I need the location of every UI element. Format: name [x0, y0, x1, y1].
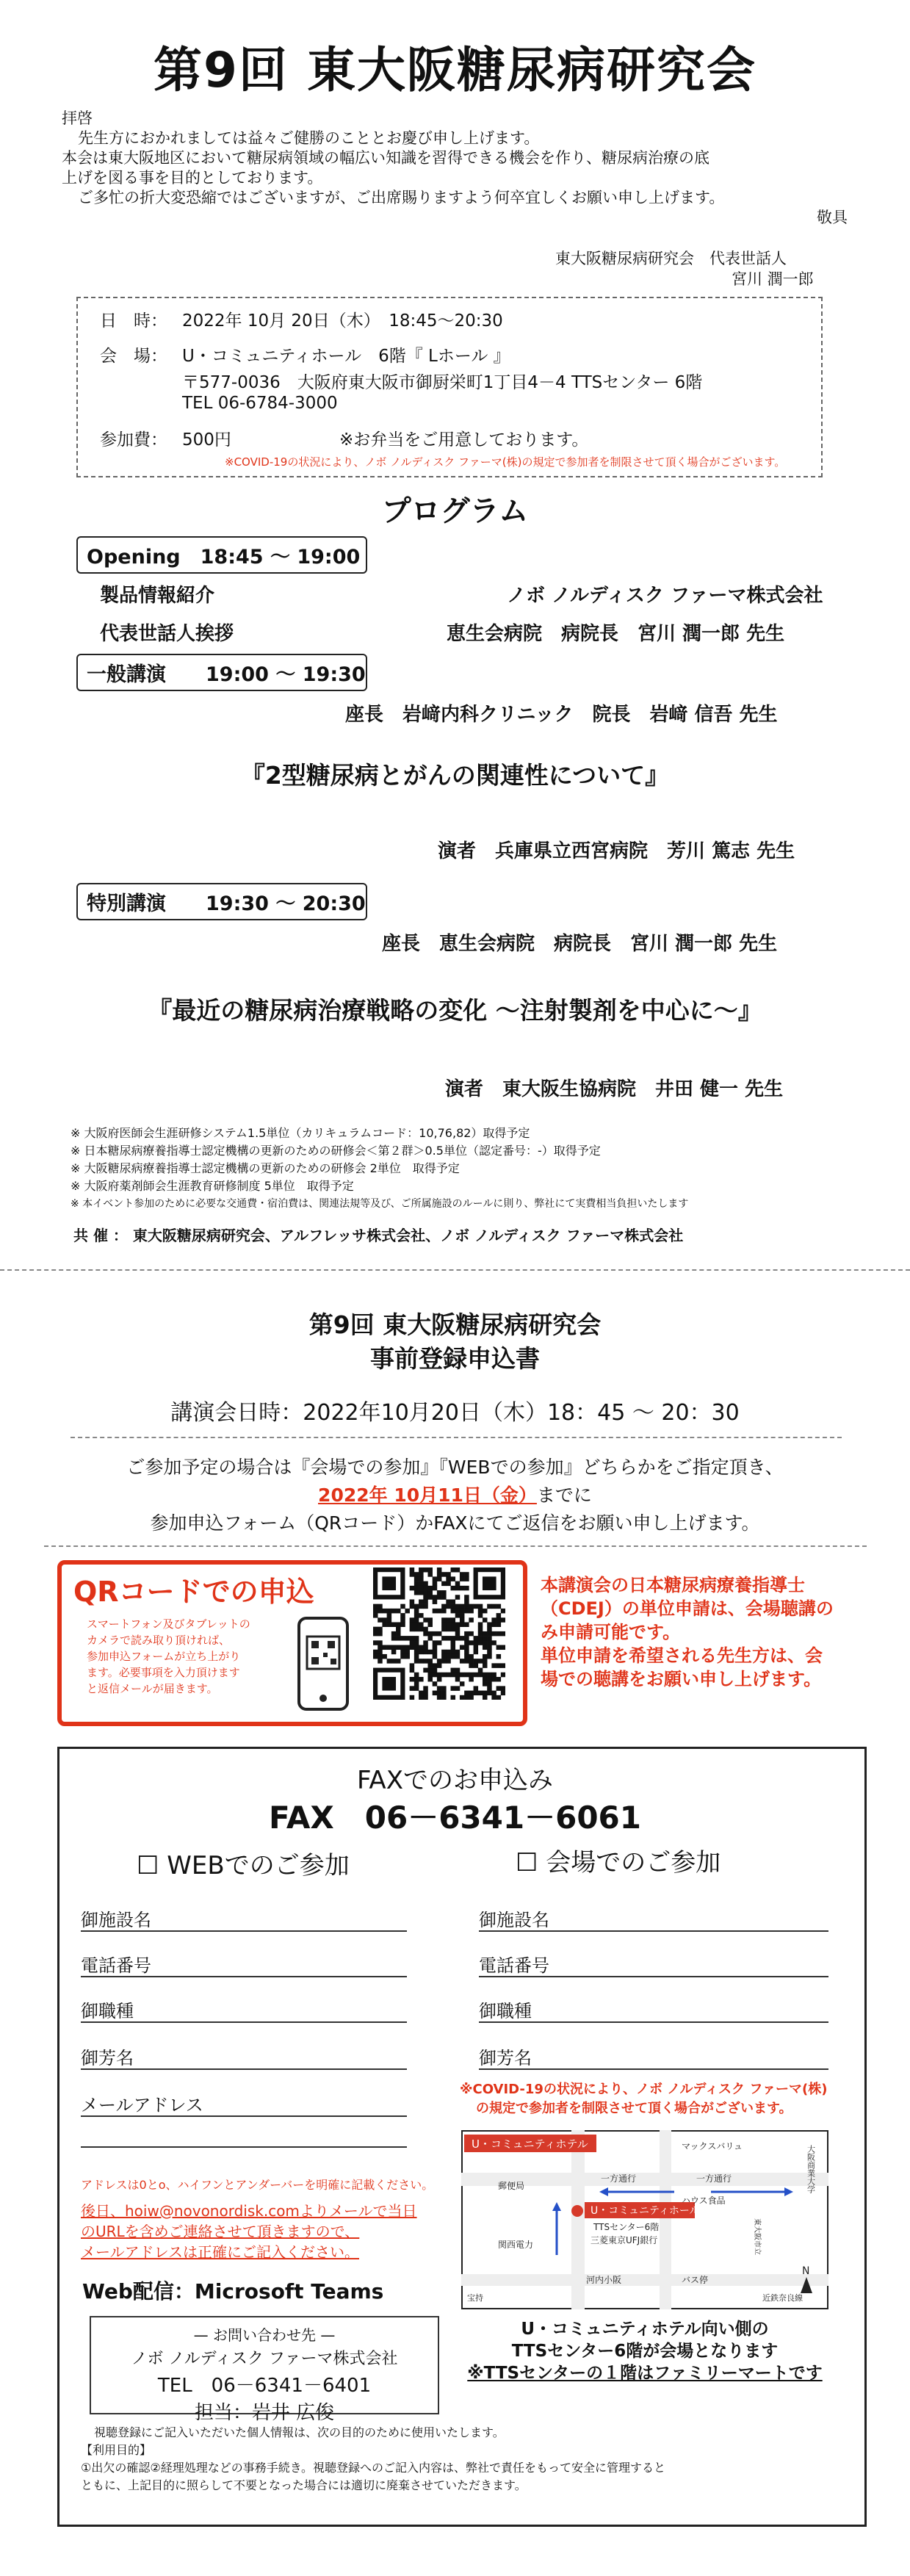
deadline-line [0, 1481, 910, 1507]
venue-field-facility-input[interactable] [479, 1930, 828, 1932]
fee-note: ※お弁当をご用意しております。 [339, 430, 589, 450]
venue-covid-note [460, 2080, 827, 2118]
rep-greeting-label: 代表世話人挨拶 [100, 623, 234, 645]
venue-field-facility-label: 御施設名 [479, 1910, 549, 1930]
qr-desc-line: ます。必要事項を入力頂けます [87, 1666, 240, 1679]
map-eki: 近鉄奈良線 [762, 2293, 803, 2303]
lecture-datetime: 講演会日時：2022年10月20日（木）18：45 ～ 20：30 [170, 1400, 740, 1426]
greeting-closing: 敬具 [817, 209, 848, 226]
fee-label: 参加費： [100, 430, 167, 450]
map-ichi: 一方通行 [601, 2173, 637, 2184]
contact-box [90, 2316, 439, 2424]
map-kita: 関西電力 [498, 2240, 534, 2250]
page-title: 第9回 東大阪糖尿病研究会 [154, 42, 756, 98]
map-caption-line: U・コミュニティホテル向い側の [521, 2320, 769, 2339]
phone-icon [297, 1616, 350, 1711]
venue-field-name-input[interactable] [479, 2068, 828, 2070]
product-info-company: ノボ ノルディスク ファーマ株式会社 [507, 585, 823, 607]
web-field-name-label: 御芳名 [81, 2048, 134, 2068]
map-univ: 大阪商業大学 [806, 2145, 816, 2193]
privacy-line: ともに、上記目的に照らして不要となった場合には適切に廃棄させていただきます。 [81, 2478, 527, 2492]
cdej-line: 単位申請を希望される先生方は、会 [541, 1645, 823, 1666]
map-house: ハウス食品 [682, 2196, 726, 2206]
program-heading: プログラム [381, 494, 529, 528]
map-hotel: U・コミュニティホテル [472, 2137, 588, 2151]
web-field-email-label: メールアドレス [81, 2095, 203, 2115]
registration-instruction: ご参加予定の場合は『会場での参加』『WEBでの参加』どちらかをご指定頂き、 [126, 1457, 784, 1478]
map-maxvalu: マックスバリュ [682, 2141, 743, 2151]
general-chair: 座長 岩﨑内科クリニック 院長 岩﨑 信吾 先生 [345, 704, 778, 726]
credit-note: ※ 大阪糖尿病療養指導士認定機構の更新のための研修会 2単位 取得予定 [71, 1161, 460, 1175]
special-lecture-title: 『最近の糖尿病治療戦略の変化 ～注射製剤を中心に～』 [148, 996, 762, 1025]
privacy-line: ①出欠の確認②経理処理などの事務手続き。視聴登録へのご記入内容は、弊社で責任をもって安全に管理すると [81, 2461, 666, 2475]
web-field-phone-label: 電話番号 [81, 1955, 151, 1976]
qr-description [87, 1616, 250, 1697]
web-field-facility-input[interactable] [81, 1930, 407, 1932]
credit-note: ※ 大阪府医師会生涯研修システム1.5単位（カリキュラムコード：10,76,82）取得予定 [71, 1126, 530, 1140]
greeting-line: 先生方におかれましては益々ご健勝のこととお慶び申し上げます。 [78, 129, 540, 147]
special-lecture-label: 特別講演 19:30 ～ 20:30 [76, 883, 367, 920]
contact-heading: — お問い合わせ先 — [193, 2326, 336, 2344]
registration-title: 第9回 東大阪糖尿病研究会 [308, 1310, 602, 1339]
special-chair: 座長 恵生会病院 病院長 宮川 潤一郎 先生 [382, 933, 778, 955]
venue-map [461, 2130, 828, 2309]
email-format-note: アドレスは0とo、ハイフンとアンダーバーを明確に記載ください。 [81, 2178, 434, 2192]
venue-field-name-label: 御芳名 [479, 2048, 532, 2068]
cdej-line: 本講演会の日本糖尿病療養指導士 [541, 1575, 805, 1595]
venue-address: 〒577-0036 大阪府東大阪市御厨栄町1丁目4－4 TTSセンター 6階 [182, 373, 703, 392]
section-divider [0, 1269, 910, 1271]
privacy-line: 視聴登録にご記入いただいた個人情報は、次の目的のために使用いたします。 [94, 2425, 505, 2439]
map-tts: TTSセンター6階 [593, 2222, 660, 2232]
greeting-line: 本会は東大阪地区において糖尿病領域の幅広い知識を習得できる機会を作り、糖尿病治療の底 [62, 149, 709, 167]
privacy-line: 【利用目的】 [81, 2443, 152, 2457]
special-speaker: 演者 東大阪生協病院 井田 健一 先生 [445, 1078, 784, 1100]
greeting-block [62, 109, 848, 228]
web-field-occupation-label: 御職種 [81, 2001, 134, 2021]
qr-desc-line: 参加申込フォームが立ち上がり [87, 1650, 241, 1663]
venue-covid-line: の規定で参加者を制限させて頂く場合がございます。 [476, 2101, 792, 2116]
map-police: 郵便局 [498, 2181, 525, 2191]
map-school: 東大阪市立 [753, 2218, 761, 2255]
general-lecture-label: 一般講演 19:00 ～ 19:30 [76, 654, 367, 691]
map-kou: 宝持 [467, 2293, 483, 2303]
credit-note: ※ 大阪府薬剤師会生涯教育研修制度 5単位 取得予定 [71, 1179, 354, 1193]
venue-field-occupation-label: 御職種 [479, 2001, 532, 2021]
web-field-name-input[interactable] [81, 2068, 407, 2070]
sender-org: 東大阪糖尿病研究会 代表世話人 [555, 250, 787, 267]
fax-heading: FAXでのお申込み [357, 1766, 553, 1795]
email-note-line: 後日、hoiw@novonordisk.comよりメールで当日 [81, 2202, 417, 2220]
fax-number: FAX 06－6341－6061 [269, 1800, 641, 1836]
email-note-line: のURLを含めご連絡させて頂きますので、 [81, 2223, 360, 2240]
map-caption [461, 2318, 828, 2384]
map-caption-line: ※TTSセンターの１階はファミリーマートです [467, 2364, 823, 2383]
qr-code[interactable] [373, 1567, 505, 1700]
map-ichi: 一方通行 [696, 2173, 732, 2184]
sender-name: 宮川 潤一郎 [732, 270, 814, 288]
map-hall: U・コミュニティホール [591, 2205, 700, 2217]
cdej-line: み申請可能です。 [541, 1622, 681, 1642]
venue-field-occupation-input[interactable] [479, 2021, 828, 2023]
greeting-opening: 拝啓 [62, 109, 93, 127]
fee-value: 500円 [182, 430, 231, 450]
cdej-line: （CDEJ）の単位申請は、会場聴講の [541, 1598, 834, 1619]
web-platform: Web配信：Microsoft Teams [82, 2279, 384, 2303]
web-field-facility-label: 御施設名 [81, 1910, 151, 1930]
sponsors: 共 催 ： 東大阪糖尿病研究会、アルフレッサ株式会社、ノボ ノルディスク ファーマ株式会社 [73, 1227, 684, 1244]
venue-participation-checkbox[interactable]: ☐ 会場でのご参加 [516, 1848, 721, 1877]
cdej-line: 場での聴講をお願い申し上げます。 [541, 1669, 822, 1689]
venue-name: U・コミュニティホール 6階『 Lホール 』 [182, 347, 510, 366]
product-info-label: 製品情報紹介 [100, 585, 215, 607]
expense-note: ※ 本イベント参加のために必要な交通費・宿泊費は、関連法規等及び、ご所属施設のルールに則り、弊社にて実費相当負担いたします [71, 1198, 689, 1210]
venue-tel: TEL 06-6784-3000 [182, 394, 338, 413]
venue-field-phone-label: 電話番号 [479, 1955, 549, 1976]
map-bus: バス停 [682, 2275, 709, 2285]
registration-instruction: 参加申込フォーム（QRコード）かFAXにてご返信をお願い申し上げます。 [150, 1512, 760, 1534]
map-bank: 三菱東京UFJ銀行 [591, 2235, 658, 2245]
contact-person: 担当：岩井 広俊 [194, 2402, 335, 2424]
deadline-suffix: までに [536, 1484, 592, 1506]
contact-company: ノボ ノルディスク ファーマ株式会社 [131, 2350, 398, 2368]
deadline-date: 2022年 10月11日（金） [318, 1484, 537, 1506]
cdej-notice [541, 1573, 834, 1691]
date-label: 日 時： [100, 311, 167, 331]
greeting-line: ご多忙の折大変恐縮ではございますが、ご出席賜りますよう何卒宜しくお願い申し上げます。 [78, 189, 725, 206]
credit-note: ※ 日本糖尿病療養指導士認定機構の更新のための研修会＜第２群＞0.5単位（認定番号：-）取得予定 [71, 1144, 601, 1158]
map-north: N [802, 2265, 810, 2277]
privacy-notice [81, 2424, 665, 2494]
venue-field-phone-input[interactable] [479, 1976, 828, 1977]
opening-label: Opening 18:45 ～ 19:00 [76, 536, 367, 574]
qr-desc-line: カメラで読み取り頂ければ、 [87, 1634, 231, 1647]
qr-title: QRコードでの申込 [73, 1576, 314, 1608]
web-field-occupation-input[interactable] [81, 2021, 407, 2023]
web-field-email-input[interactable] [81, 2115, 407, 2117]
registration-subtitle: 事前登録申込書 [370, 1344, 540, 1373]
contact-tel: TEL 06－6341－6401 [157, 2375, 372, 2397]
email-note-line: メールアドレスは正確にご記入ください。 [81, 2243, 359, 2261]
rep-greeting-person: 恵生会病院 病院長 宮川 潤一郎 先生 [447, 623, 785, 645]
map-caption-line: TTSセンター6階が会場となります [511, 2342, 779, 2361]
map-station: 河内小阪 [586, 2275, 622, 2285]
venue-covid-line: ※COVID-19の状況により、ノボ ノルディスク ファーマ(株) [460, 2082, 828, 2097]
venue-label: 会 場： [100, 347, 167, 366]
section-divider [71, 1437, 842, 1438]
date-value: 2022年 10月 20日（木） 18:45〜20:30 [182, 311, 503, 331]
greeting-line: 上げを図る事を目的としております。 [62, 169, 323, 187]
qr-desc-line: と返信メールが届きます。 [87, 1682, 218, 1695]
qr-desc-line: スマートフォン及びタブレットの [87, 1617, 250, 1631]
general-speaker: 演者 兵庫県立西宮病院 芳川 篤志 先生 [438, 840, 795, 862]
section-divider [44, 1545, 867, 1547]
general-lecture-title: 『2型糖尿病とがんの関連性について』 [240, 761, 670, 790]
covid-note: ※COVID-19の状況により、ノボ ノルディスク ファーマ(株)の規定で参加者を制限させて頂く場合がございます。 [225, 455, 786, 469]
email-contact-note [81, 2201, 417, 2262]
web-field-phone-input[interactable] [81, 1976, 407, 1977]
web-field-email-input-2[interactable] [81, 2146, 407, 2148]
web-participation-checkbox[interactable]: ☐ WEBでのご参加 [137, 1851, 350, 1880]
